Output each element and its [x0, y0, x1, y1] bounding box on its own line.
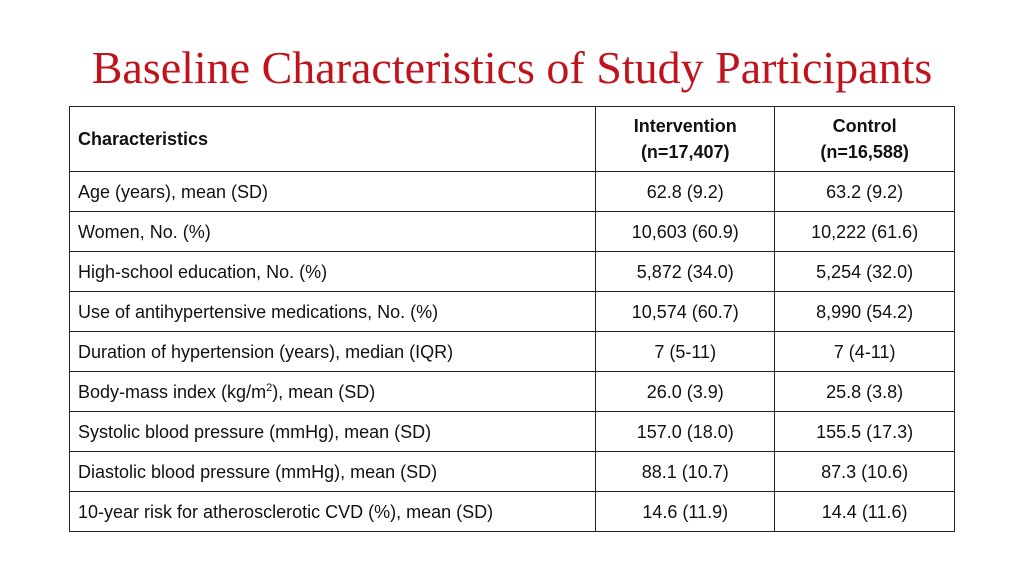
intervention-value: 14.6 (11.9): [596, 492, 775, 532]
table-row: [70, 332, 955, 372]
table-row: [70, 212, 955, 252]
header-intervention-count: (n=17,407): [640, 142, 730, 162]
table-row: [70, 452, 955, 492]
row-label: Duration of hypertension (years), median (IQR): [70, 332, 596, 372]
row-label: [70, 372, 596, 412]
intervention-value: 7 (5-11): [596, 332, 775, 372]
table-row: [70, 412, 955, 452]
row-label: Diastolic blood pressure (mmHg), mean (SD): [70, 452, 596, 492]
intervention-value: 5,872 (34.0): [596, 252, 775, 292]
intervention-value: 157.0 (18.0): [596, 412, 775, 452]
row-label: Age (years), mean (SD): [70, 172, 596, 212]
control-value: 5,254 (32.0): [775, 252, 955, 292]
header-characteristics: Characteristics: [70, 107, 596, 172]
control-value: 25.8 (3.8): [775, 372, 955, 412]
control-value: 63.2 (9.2): [775, 172, 955, 212]
header-intervention: [596, 107, 775, 172]
table-row: [70, 372, 955, 412]
table-row: [70, 252, 955, 292]
row-label-prefix: Body-mass index (kg/m: [78, 381, 267, 402]
header-control: [775, 107, 955, 172]
intervention-value: 26.0 (3.9): [596, 372, 775, 412]
control-value: 87.3 (10.6): [775, 452, 955, 492]
header-control-count: (n=16,588): [820, 142, 909, 162]
control-value: 155.5 (17.3): [775, 412, 955, 452]
table-row: [70, 172, 955, 212]
table-row: [70, 492, 955, 532]
table-header-row: [70, 107, 955, 172]
slide-title: Baseline Characteristics of Study Participants: [91, 42, 933, 93]
baseline-characteristics-table: [69, 106, 955, 532]
intervention-value: 88.1 (10.7): [596, 452, 775, 492]
row-label: Use of antihypertensive medications, No. (%): [70, 292, 596, 332]
row-label-suffix: ), mean (SD): [272, 381, 376, 402]
row-label: 10-year risk for atherosclerotic CVD (%), mean (SD): [70, 492, 596, 532]
row-label: Women, No. (%): [70, 212, 596, 252]
control-value: 8,990 (54.2): [775, 292, 955, 332]
row-label: High-school education, No. (%): [70, 252, 596, 292]
intervention-value: 62.8 (9.2): [596, 172, 775, 212]
header-control-label: Control: [832, 116, 897, 136]
control-value: 10,222 (61.6): [775, 212, 955, 252]
row-label-superscript: 2: [266, 381, 273, 394]
intervention-value: 10,603 (60.9): [596, 212, 775, 252]
header-intervention-label: Intervention: [633, 116, 737, 136]
control-value: 7 (4-11): [775, 332, 955, 372]
control-value: 14.4 (11.6): [775, 492, 955, 532]
table-row: [70, 292, 955, 332]
row-label: Systolic blood pressure (mmHg), mean (SD): [70, 412, 596, 452]
intervention-value: 10,574 (60.7): [596, 292, 775, 332]
